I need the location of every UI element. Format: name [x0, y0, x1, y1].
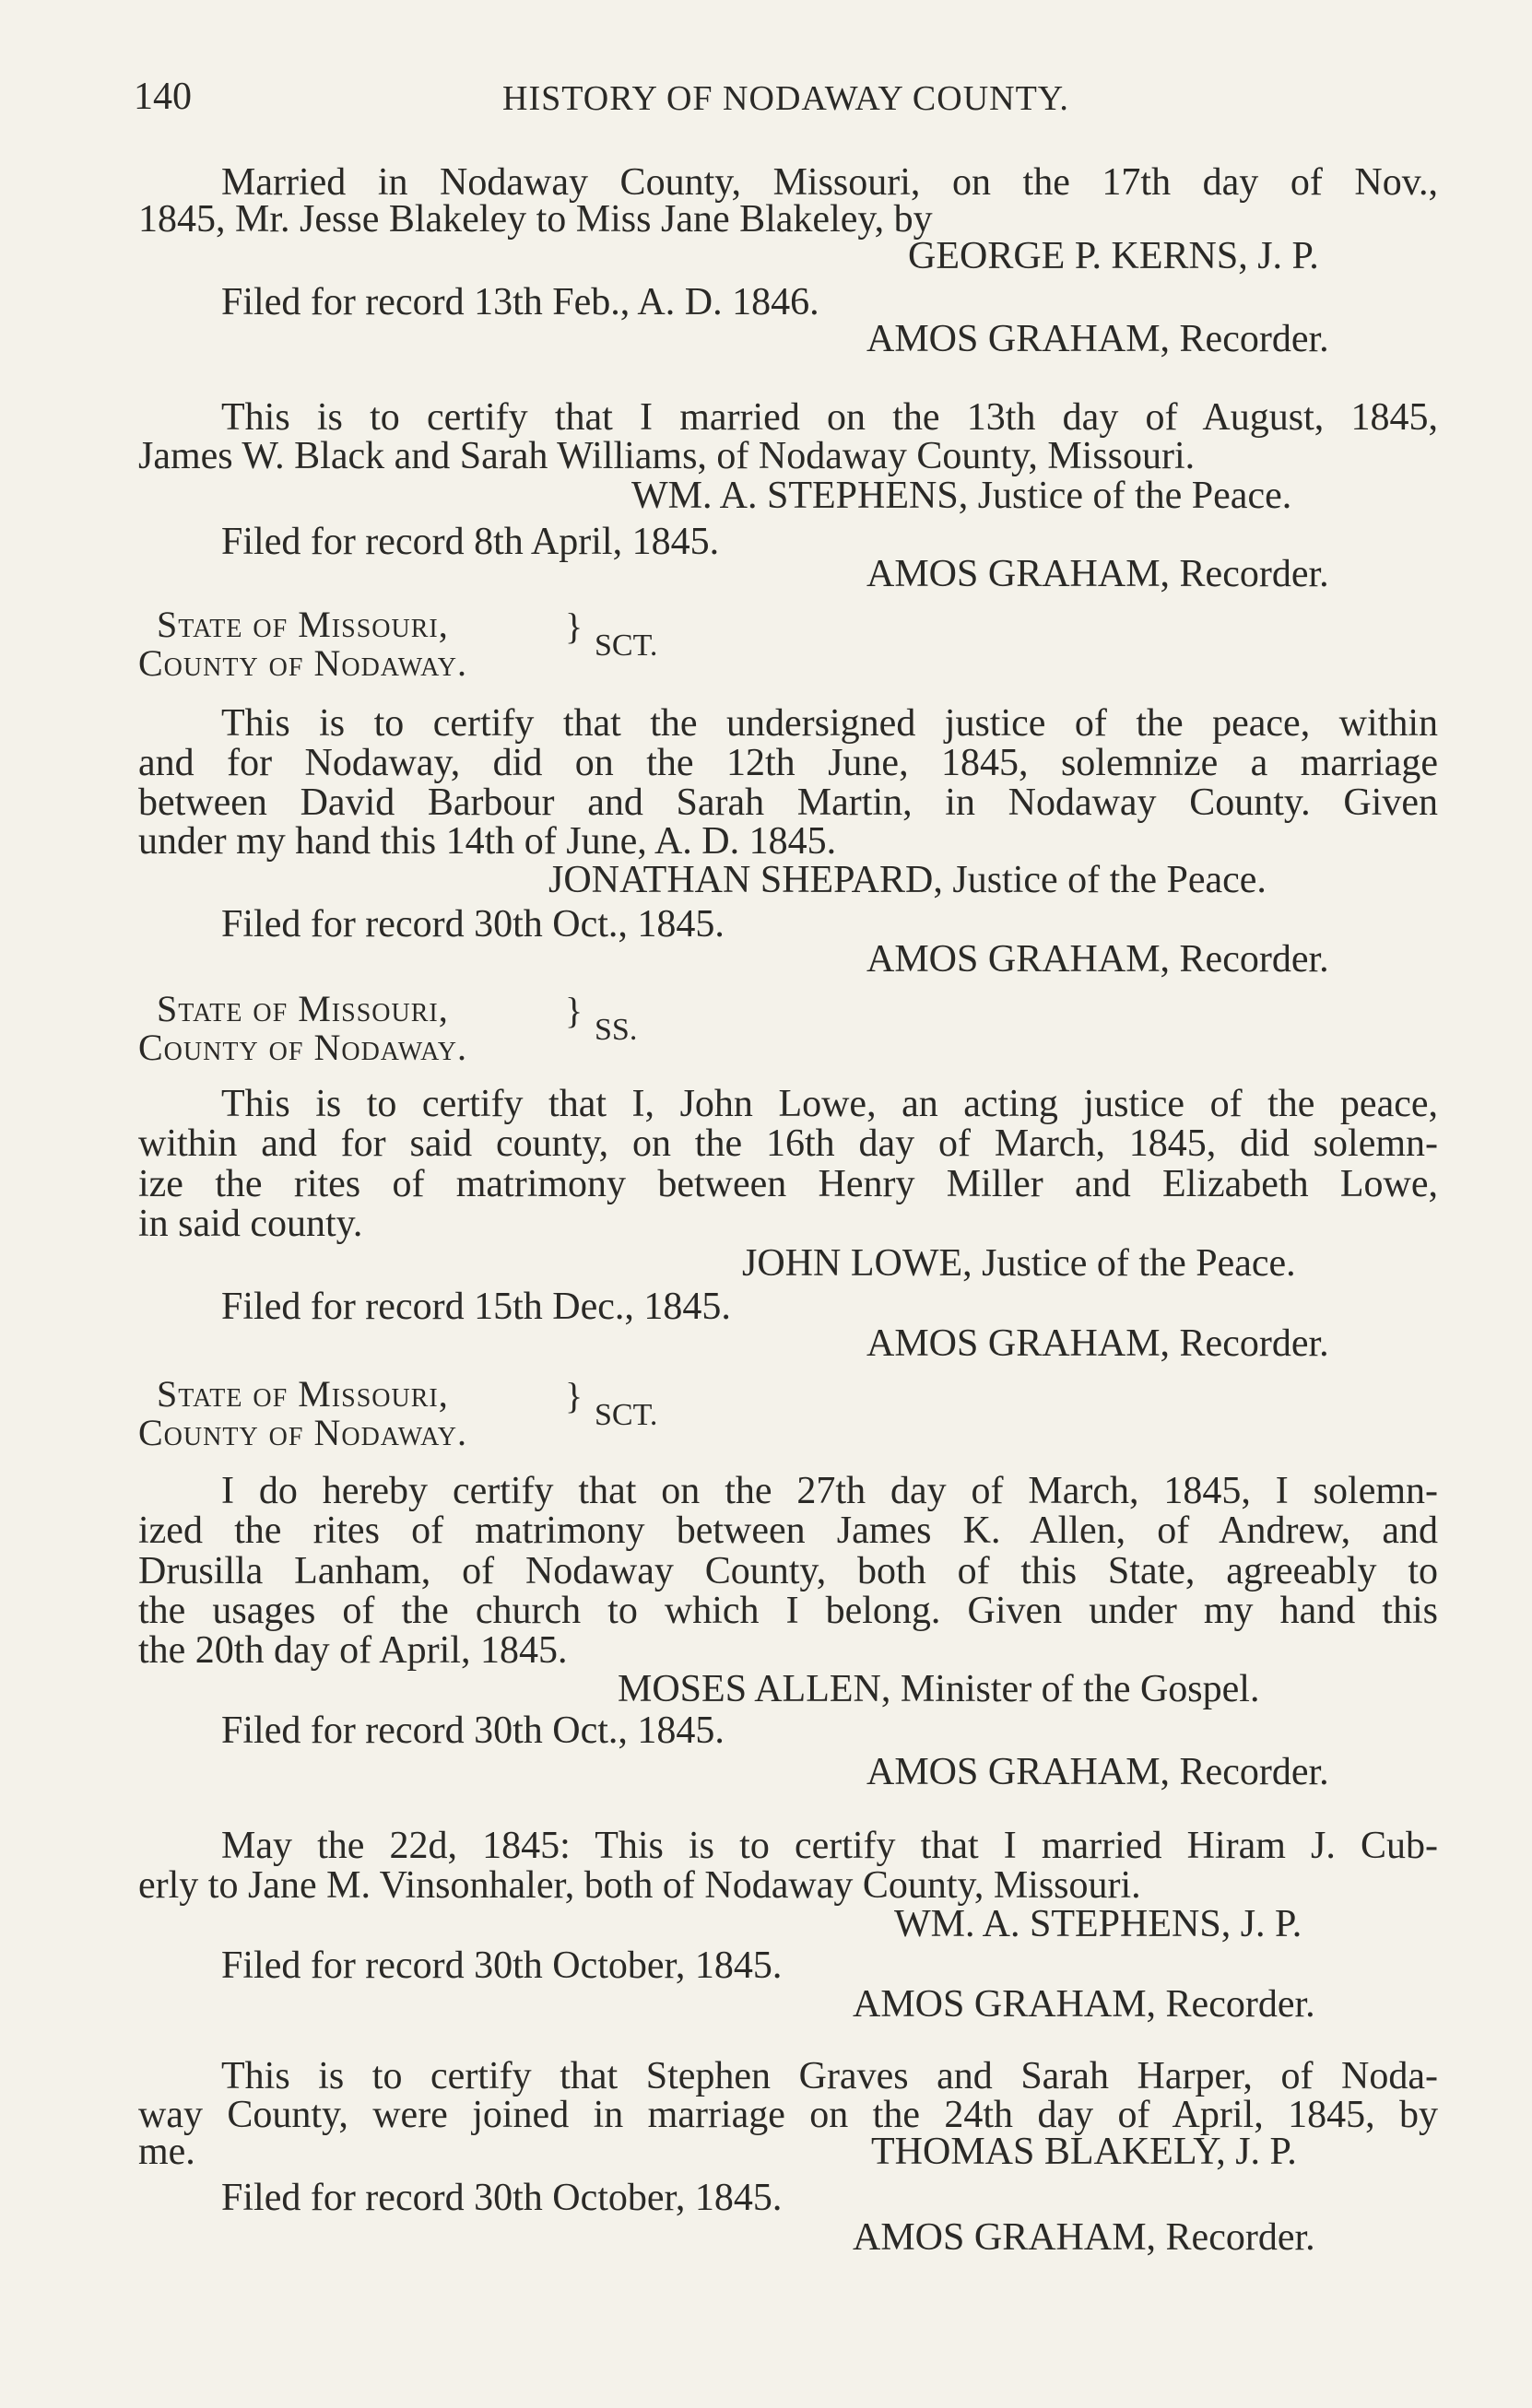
entry-4-signer: JOHN LOWE, Justice of the Peace. — [742, 1242, 1296, 1285]
entry-7-filed: Filed for record 30th October, 1845. — [221, 2177, 783, 2219]
entry-4-caption-abbr: SS. — [595, 1013, 638, 1047]
entry-5-caption-state: State of Missouri, — [157, 1373, 449, 1415]
entry-4-line-3: ize the rites of matrimony between Henry Miller and Elizabeth Lowe, — [138, 1163, 1438, 1205]
entry-3-brace: } — [565, 605, 583, 647]
entry-3-line-2: and for Nodaway, did on the 12th June, 1845, solemnize a marriage — [138, 742, 1438, 784]
entry-3-filed: Filed for record 30th Oct., 1845. — [221, 903, 725, 946]
entry-5-caption-county: County of Nodaway. — [138, 1412, 467, 1453]
entry-5-line-5: the 20th day of April, 1845. — [138, 1629, 568, 1672]
entry-4-recorder: AMOS GRAHAM, Recorder. — [866, 1322, 1329, 1365]
entry-1-recorder: AMOS GRAHAM, Recorder. — [866, 318, 1329, 360]
entry-7-line-1: This is to certify that Stephen Graves and Sarah Harper, of Noda- — [221, 2055, 1438, 2097]
entry-4-brace: } — [565, 990, 583, 1031]
entry-5-signer: MOSES ALLEN, Minister of the Gospel. — [618, 1668, 1260, 1710]
entry-3-signer: JONATHAN SHEPARD, Justice of the Peace. — [548, 859, 1267, 901]
entry-6-filed: Filed for record 30th October, 1845. — [221, 1944, 783, 1987]
entry-7-line-2: way County, were joined in marriage on the 24th day of April, 1845, by — [138, 2094, 1438, 2136]
entry-4-caption-county: County of Nodaway. — [138, 1027, 467, 1068]
entry-5-line-2: ized the rites of matrimony between James K. Allen, of Andrew, and — [138, 1509, 1438, 1552]
entry-2-line-2: James W. Black and Sarah Williams, of Nodaway County, Missouri. — [138, 435, 1196, 477]
entry-5-line-3: Drusilla Lanham, of Nodaway County, both of this State, agreeably to — [138, 1550, 1438, 1592]
entry-1-signer: GEORGE P. KERNS, J. P. — [908, 235, 1319, 277]
entry-6-recorder: AMOS GRAHAM, Recorder. — [853, 1983, 1315, 2026]
entry-7-tail: me. — [138, 2131, 195, 2173]
entry-3-caption-state: State of Missouri, — [157, 604, 449, 645]
entry-2-line-1: This is to certify that I married on the 13th day of August, 1845, — [221, 396, 1438, 439]
running-title: HISTORY OF NODAWAY COUNTY. — [502, 79, 1069, 118]
entry-3-line-4: under my hand this 14th of June, A. D. 1845. — [138, 820, 837, 863]
entry-4-line-4: in said county. — [138, 1203, 363, 1245]
entry-2-filed: Filed for record 8th April, 1845. — [221, 521, 720, 563]
entry-4-line-1: This is to certify that I, John Lowe, an acting justice of the peace, — [221, 1083, 1438, 1125]
entry-5-filed: Filed for record 30th Oct., 1845. — [221, 1709, 725, 1752]
entry-4-caption-state: State of Missouri, — [157, 988, 449, 1029]
entry-6-line-1: May the 22d, 1845: This is to certify that I married Hiram J. Cub- — [221, 1825, 1438, 1867]
entry-3-line-3: between David Barbour and Sarah Martin, in Nodaway County. Given — [138, 781, 1438, 824]
entry-4-line-2: within and for said county, on the 16th day of March, 1845, did solemn- — [138, 1122, 1438, 1165]
entry-5-line-1: I do hereby certify that on the 27th day of March, 1845, I solemn- — [221, 1470, 1438, 1512]
entry-5-recorder: AMOS GRAHAM, Recorder. — [866, 1751, 1329, 1793]
entry-5-line-4: the usages of the church to which I belong. Given under my hand this — [138, 1590, 1438, 1632]
entry-1-line-2: 1845, Mr. Jesse Blakeley to Miss Jane Blakeley, by — [138, 198, 933, 241]
page-number: 140 — [134, 76, 192, 118]
entry-1-line-1: Married in Nodaway County, Missouri, on the 17th day of Nov., — [221, 161, 1438, 204]
entry-1-filed: Filed for record 13th Feb., A. D. 1846. — [221, 281, 819, 323]
entry-4-filed: Filed for record 15th Dec., 1845. — [221, 1286, 731, 1328]
entry-2-recorder: AMOS GRAHAM, Recorder. — [866, 553, 1329, 595]
entry-6-signer: WM. A. STEPHENS, J. P. — [894, 1903, 1302, 1945]
entry-6-line-2: erly to Jane M. Vinsonhaler, both of Nodaway County, Missouri. — [138, 1864, 1141, 1907]
entry-3-caption-abbr: SCT. — [595, 628, 658, 663]
entry-3-line-1: This is to certify that the undersigned justice of the peace, within — [221, 702, 1438, 745]
entry-3-caption-county: County of Nodaway. — [138, 642, 467, 684]
entry-3-recorder: AMOS GRAHAM, Recorder. — [866, 938, 1329, 981]
entry-7-recorder: AMOS GRAHAM, Recorder. — [853, 2216, 1315, 2259]
entry-5-caption-abbr: SCT. — [595, 1398, 658, 1432]
entry-2-signer: WM. A. STEPHENS, Justice of the Peace. — [631, 475, 1292, 517]
entry-7-signer: THOMAS BLAKELY, J. P. — [871, 2131, 1297, 2173]
entry-5-brace: } — [565, 1375, 583, 1416]
